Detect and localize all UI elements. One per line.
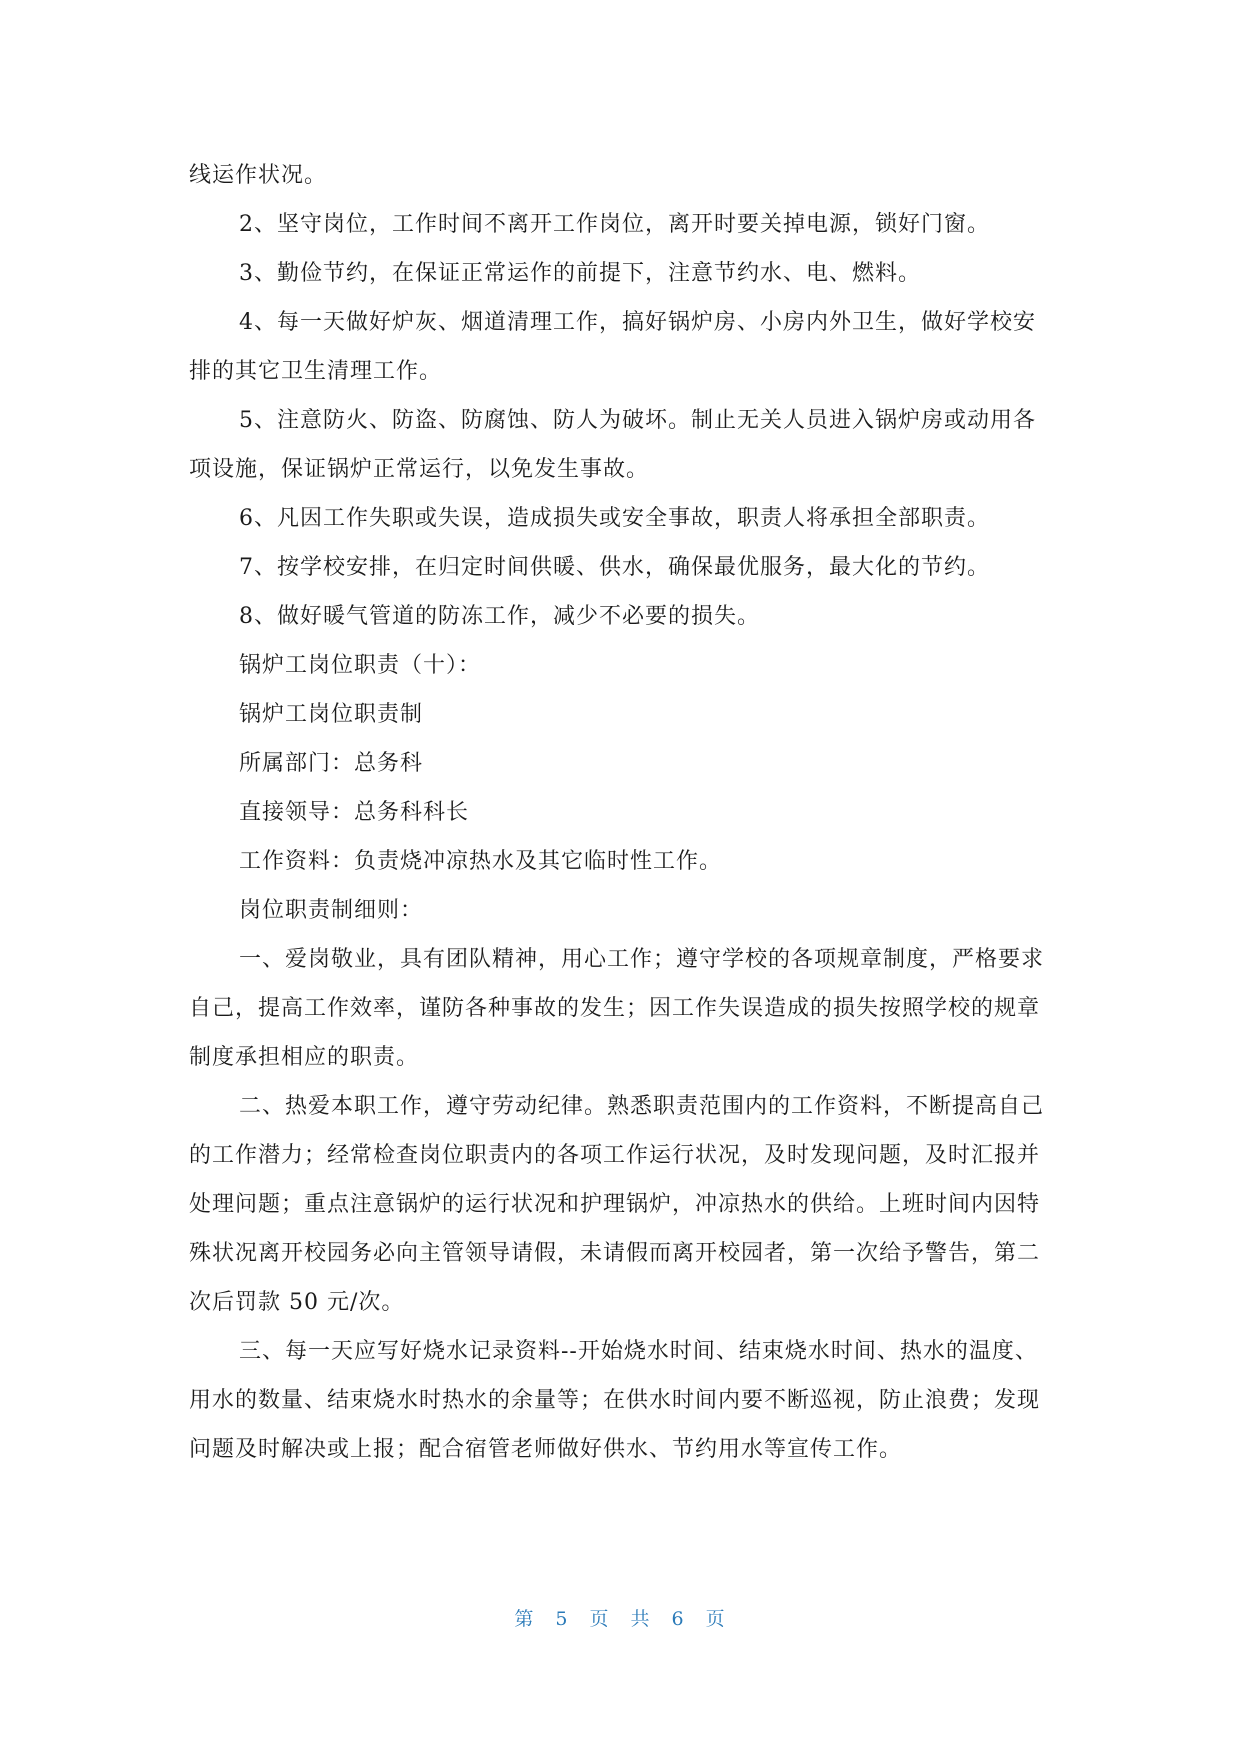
document-title: 锅炉工岗位职责制 [239,702,424,727]
supervisor-line: 直接领导：总务科科长 [239,800,470,825]
paragraph: 8、做好暖气管道的防冻工作，减少不必要的损失。 [239,604,760,629]
page-number-footer: 第 5 页 共 6 页 [514,1608,727,1630]
paragraph: 7、按学校安排，在归定时间供暖、供水，确保最优服务，最大化的节约。 [239,555,990,580]
rules-heading: 岗位职责制细则： [239,898,424,923]
paragraph: 5、注意防火、防盗、防腐蚀、防人为破坏。制止无关人员进入锅炉房或动用各项设施，保证锅炉正常运行，以免发生事故。 [189,408,1036,482]
paragraph: 二、热爱本职工作，遵守劳动纪律。熟悉职责范围内的工作资料，不断提高自己的工作潜力；经常检查岗位职责内的各项工作运行状况，及时发现问题，及时汇报并处理问题；重点注意锅炉的运行状况和护理锅炉，冲凉热水的供给。上班时间内因特殊状况离开校园务必向主管领导请假，未请假而离开校园者，第一次给予警告，第二次后罚款 50 元/次。 [189,1094,1045,1315]
paragraph: 一、爱岗敬业，具有团队精神，用心工作；遵守学校的各项规章制度，严格要求自己，提高工作效率，谨防各种事故的发生；因工作失误造成的损失按照学校的规章制度承担相应的职责。 [189,947,1045,1070]
department-line: 所属部门：总务科 [239,751,424,776]
section-heading: 锅炉工岗位职责（十）： [239,653,482,678]
paragraph: 3、勤俭节约，在保证正常运作的前提下，注意节约水、电、燃料。 [239,261,921,286]
document-body [189,151,1057,1474]
paragraph: 三、每一天应写好烧水记录资料--开始烧水时间、结束烧水时间、热水的温度、用水的数量、结束烧水时热水的余量等；在供水时间内要不断巡视，防止浪费；发现问题及时解决或上报；配合宿管老师做好供水、节约用水等宣传工作。 [189,1339,1041,1462]
paragraph: 6、凡因工作失职或失误，造成损失或安全事故，职责人将承担全部职责。 [239,506,990,531]
work-content-line: 工作资料：负责烧冲凉热水及其它临时性工作。 [239,849,723,874]
paragraph: 线运作状况。 [189,163,328,188]
paragraph: 2、坚守岗位，工作时间不离开工作岗位，离开时要关掉电源，锁好门窗。 [239,212,990,237]
paragraph: 4、每一天做好炉灰、烟道清理工作，搞好锅炉房、小房内外卫生，做好学校安排的其它卫生清理工作。 [189,310,1036,384]
